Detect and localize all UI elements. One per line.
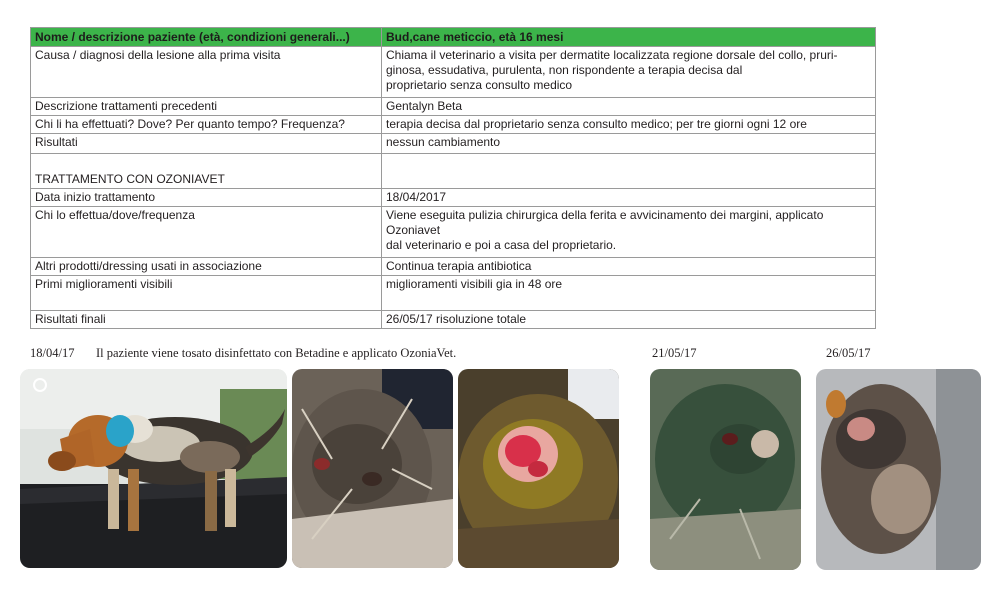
section-empty [382, 154, 876, 189]
header-left: Nome / descrizione paziente (età, condizioni generali...) [31, 28, 382, 47]
photo-healing-21-05 [650, 369, 801, 570]
descrizione-label: Descrizione trattamenti precedenti [31, 98, 382, 116]
finali-value: 26/05/17 risoluzione totale [382, 311, 876, 329]
altri-value: Continua terapia antibiotica [382, 258, 876, 276]
photo-wound-treated [458, 369, 619, 568]
table-row [31, 276, 876, 311]
risultati-value: nessun cambiamento [382, 134, 876, 154]
risultati-label: Risultati [31, 134, 382, 154]
table-row [31, 116, 876, 134]
header-right: Bud,cane meticcio, età 16 mesi [382, 28, 876, 47]
case-table [30, 27, 876, 329]
table-row [31, 207, 876, 258]
altri-label: Altri prodotti/dressing usati in associazione [31, 258, 382, 276]
table-row [31, 258, 876, 276]
chi-lo-value [382, 207, 876, 258]
finali-label: Risultati finali [31, 311, 382, 329]
photo-dog-on-table [20, 369, 287, 568]
photo-lesion-closeup [292, 369, 453, 568]
table-row [31, 98, 876, 116]
section-title: TRATTAMENTO CON OZONIAVET [31, 154, 382, 189]
primi-value: miglioramenti visibili gia in 48 ore [382, 276, 876, 311]
table-header-row [31, 28, 876, 47]
table-row [31, 154, 876, 189]
caption-description: Il paziente viene tosato disinfettato con Betadine e applicato OzoniaVet. [96, 346, 457, 360]
descrizione-value: Gentalyn Beta [382, 98, 876, 116]
causa-line: Chiama il veterinario a visita per dermatite localizzata regione dorsale del collo, pruri- [386, 48, 838, 62]
caption-date-3: 26/05/17 [826, 346, 871, 360]
caption-date-1: 18/04/17 [30, 346, 75, 360]
photo-resolved-26-05 [816, 369, 981, 570]
causa-line: proprietario senza consulto medico [386, 78, 573, 92]
table-row [31, 189, 876, 207]
chi-li-label: Chi li ha effettuati? Dove? Per quanto tempo? Frequenza? [31, 116, 382, 134]
data-inizio-label: Data inizio trattamento [31, 189, 382, 207]
table-row [31, 47, 876, 98]
caption-date-2: 21/05/17 [652, 346, 697, 360]
causa-line: ginosa, essudativa, purulenta, non rispondente a terapia decisa dal [386, 63, 743, 77]
chi-lo-line: dal veterinario e poi a casa del proprietario. [386, 238, 617, 252]
data-inizio-value: 18/04/2017 [382, 189, 876, 207]
chi-lo-label: Chi lo effettua/dove/frequenza [31, 207, 382, 258]
table-row [31, 311, 876, 329]
primi-label: Primi miglioramenti visibili [31, 276, 382, 311]
chi-lo-line: Viene eseguita pulizia chirurgica della ferita e avvicinamento dei margini, applicato [386, 208, 824, 222]
chi-li-value: terapia decisa dal proprietario senza consulto medico; per tre giorni ogni 12 ore [382, 116, 876, 134]
causa-value [382, 47, 876, 98]
causa-label: Causa / diagnosi della lesione alla prima visita [31, 47, 382, 98]
chi-lo-line: Ozoniavet [386, 223, 441, 237]
table-row [31, 134, 876, 154]
